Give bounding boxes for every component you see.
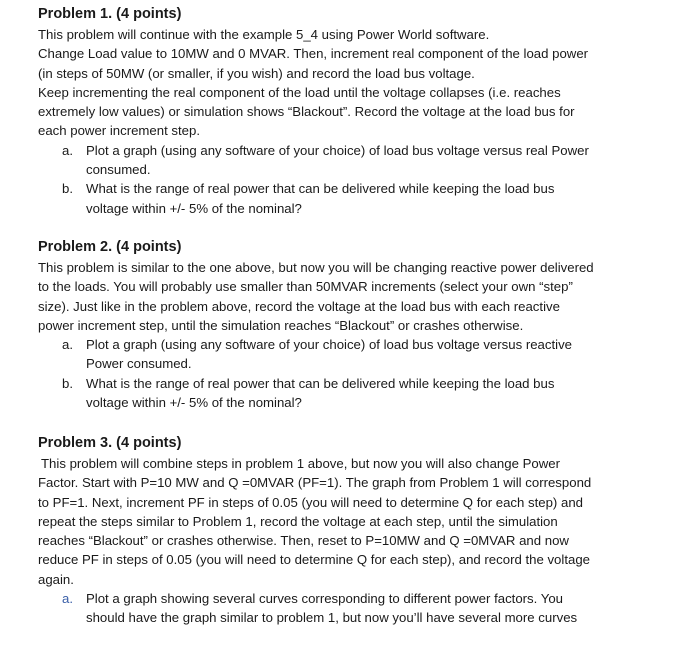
item-text-line: consumed. [86,162,151,178]
problem-2-text-line: size). Just like in the problem above, record the voltage at the load bus with each reactive [38,298,560,314]
problem-3-title: Problem 3. (4 points) [38,435,182,451]
problem-2-title: Problem 2. (4 points) [38,239,182,255]
problem-1-text-line: This problem will continue with the example 5_4 using Power World software. [38,27,490,42]
problem-1-text-line: Keep incrementing the real component of the load until the voltage collapses (i.e. reaches [38,84,561,100]
problem-2-text-line: This problem is similar to the one above, but now you will be changing reactive power delivered [38,260,594,275]
problem-2-text-line: power increment step, until the simulation reaches “Blackout” or crashes otherwise. [38,317,524,333]
item-text-line: Plot a graph showing several curves corresponding to different power factors. You [86,591,563,607]
problem-2-item-a [38,335,658,374]
problem-1-title: Problem 1. (4 points) [38,6,182,22]
item-text-line: Power consumed. [86,356,192,372]
problem-3-text-line: repeat the steps similar to Problem 1, record the voltage at each step, until the simulation [38,513,558,529]
item-marker: a. [62,337,73,353]
problem-1 [38,5,658,218]
problem-3 [38,434,658,628]
item-text-line: Plot a graph (using any software of your choice) of load bus voltage versus reactive [86,337,572,353]
item-text-line: should have the graph similar to problem 1, but now you’ll have several more curves [86,610,578,626]
problem-3-text-line: to PF=1. Next, increment PF in steps of 0.05 (you will need to determine Q for each step) and [38,494,583,510]
item-marker: b. [62,375,73,391]
problem-2 [38,238,658,412]
problem-3-text-line: Factor. Start with P=10 MW and Q =0MVAR (PF=1). The graph from Problem 1 will correspond [38,475,592,491]
item-marker: a. [62,142,73,158]
problem-1-text-line: Change Load value to 10MW and 0 MVAR. Then, increment real component of the load power [38,46,589,62]
item-text-line: Plot a graph (using any software of your choice) of load bus voltage versus real Power [86,142,589,158]
problem-1-text-line: extremely low values) or simulation shows “Blackout”. Record the voltage at the load bus for [38,104,575,120]
problem-2-item-b [38,374,658,413]
problem-1-item-b [38,179,658,218]
item-text-line: What is the range of real power that can be delivered while keeping the load bus [86,375,555,391]
problem-1-item-a [38,141,658,180]
problem-3-text-line: This problem will combine steps in problem 1 above, but now you will also change Power [41,456,560,471]
problem-3-item-a [38,589,658,628]
problem-3-text-line: reaches “Blackout” or crashes otherwise. Then, reset to P=10MW and Q =0MVAR and now [38,533,569,549]
item-text-line: voltage within +/- 5% of the nominal? [86,200,302,216]
problem-3-text-line: again. [38,571,74,587]
item-marker: b. [62,181,73,197]
item-marker: a. [62,591,73,607]
problem-2-text-line: to the loads. You will probably use smaller than 50MVAR increments (select your own “step” [38,279,573,295]
item-text-line: What is the range of real power that can be delivered while keeping the load bus [86,181,555,197]
item-text-line: voltage within +/- 5% of the nominal? [86,395,302,411]
problem-3-text-line: reduce PF in steps of 0.05 (you will need to determine Q for each step), and record the voltage [38,552,590,568]
problem-1-text-line: each power increment step. [38,123,200,139]
problem-1-text-line: (in steps of 50MW (or smaller, if you wish) and record the load bus voltage. [38,65,475,81]
